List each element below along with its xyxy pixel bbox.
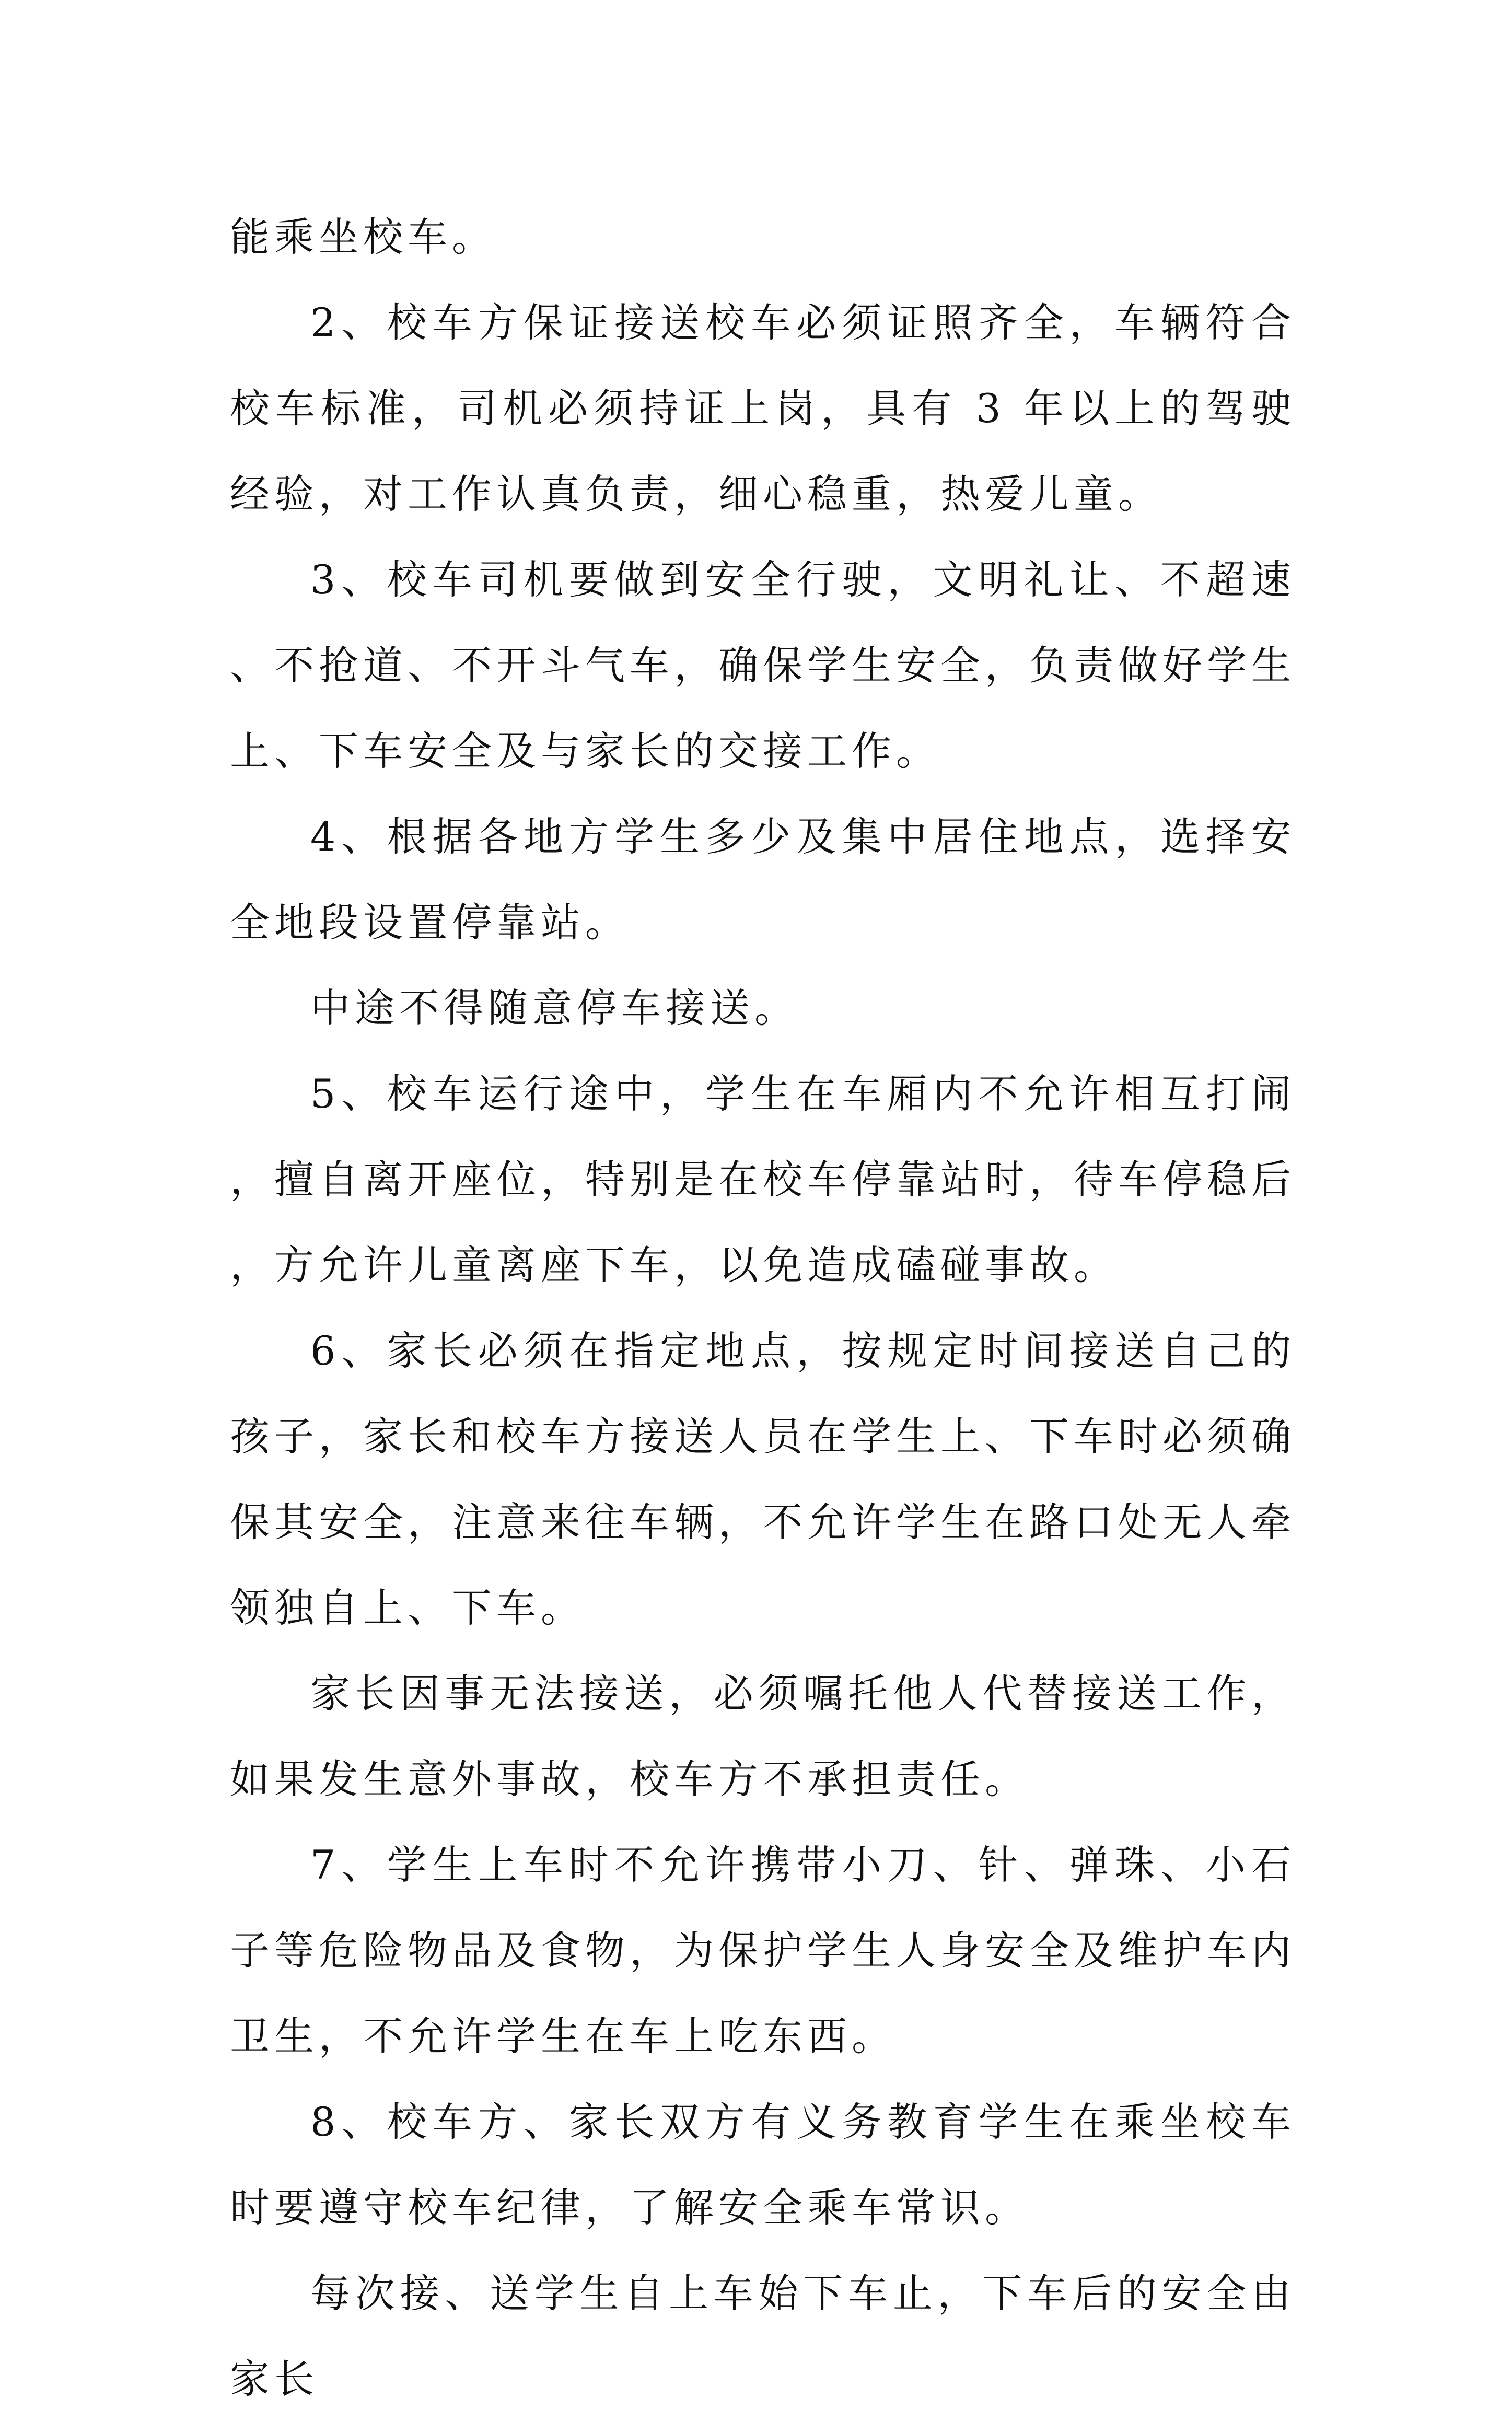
paragraph: 5、校车运行途中，学生在车厢内不允许相互打闹，擅自离开座位，特别是在校车停靠站时，待车停稳后，方允许儿童离座下车，以免造成磕碰事故。 — [230, 1070, 1296, 1288]
paragraph: 中途不得随意停车接送。 — [310, 985, 799, 1031]
document-body — [230, 194, 1296, 2422]
paragraph: 7、学生上车时不允许携带小刀、针、弹珠、小石子等危险物品及食物，为保护学生人身安全及维护车内卫生，不允许学生在车上吃东西。 — [230, 1842, 1296, 2059]
paragraph: 3、校车司机要做到安全行驶，文明礼让、不超速、不抢道、不开斗气车，确保学生安全，负责做好学生上、下车安全及与家长的交接工作。 — [230, 556, 1296, 774]
paragraph: 家长因事无法接送，必须嘱托他人代替接送工作，如果发生意外事故，校车方不承担责任。 — [230, 1670, 1296, 1802]
paragraph: 8、校车方、家长双方有义务教育学生在乘坐校车时要遵守校车纪律，了解安全乘车常识。 — [230, 2099, 1296, 2231]
paragraph: 4、根据各地方学生多少及集中居住地点，选择安全地段设置停靠站。 — [230, 813, 1296, 946]
paragraph: 能乘坐校车。 — [230, 214, 496, 260]
paragraph: 6、家长必须在指定地点，按规定时间接送自己的孩子，家长和校车方接送人员在学生上、下车时必须确保其安全，注意来往车辆，不允许学生在路口处无人牵领独自上、下车。 — [230, 1328, 1296, 1631]
paragraph: 2、校车方保证接送校车必须证照齐全，车辆符合校车标准，司机必须持证上岗，具有 3 年以上的驾驶经验，对工作认真负责，细心稳重，热爱儿童。 — [230, 299, 1296, 517]
paragraph: 每次接、送学生自上车始下车止，下车后的安全由家长 — [230, 2270, 1296, 2402]
